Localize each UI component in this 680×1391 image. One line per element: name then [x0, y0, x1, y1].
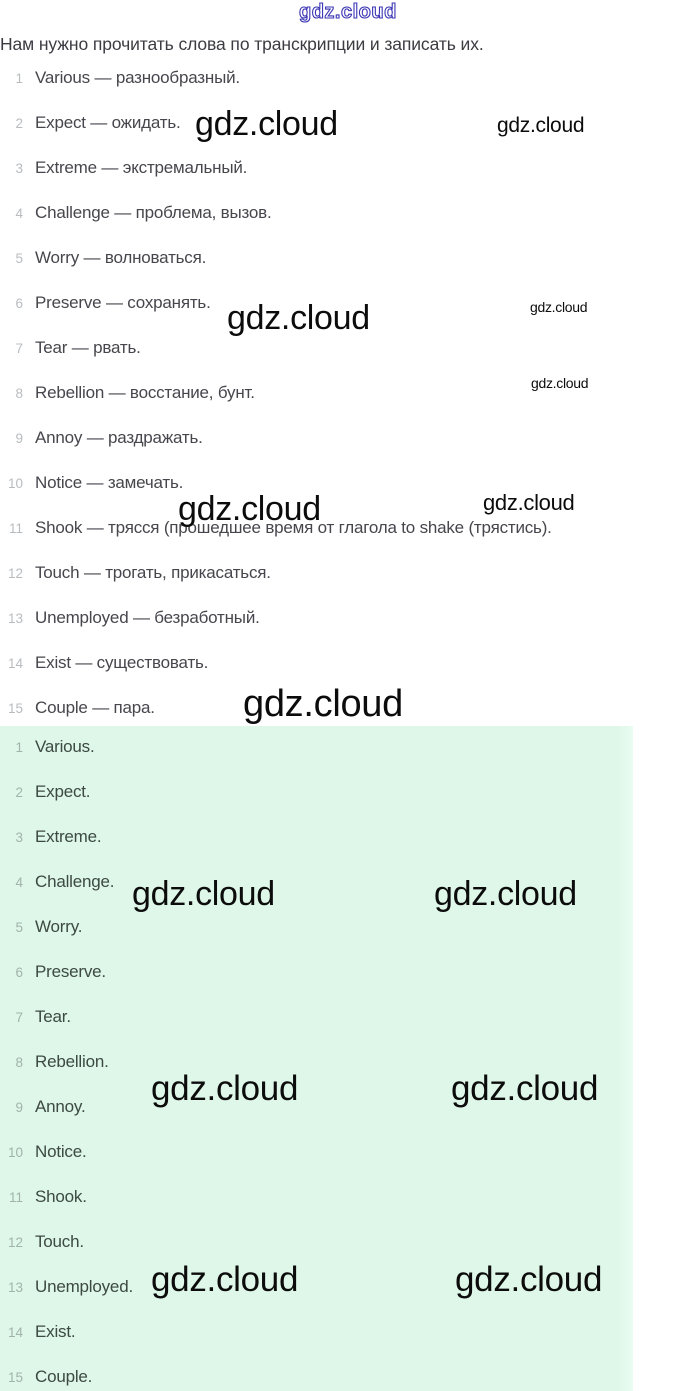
- vocab-item-7: [0, 338, 676, 359]
- answer-item-6: [0, 962, 676, 983]
- gdz-cloud-watermark: gdz.cloud: [483, 490, 575, 515]
- item-text: Annoy — раздражать.: [35, 428, 203, 447]
- item-number: 8: [15, 1055, 23, 1070]
- task-heading: Нам нужно прочитать слова по транскрипции и записать их.: [0, 34, 484, 54]
- item-number: 12: [7, 566, 23, 581]
- item-number: 2: [15, 116, 23, 131]
- gdz-cloud-watermark: gdz.cloud: [243, 683, 403, 725]
- answer-item-7: [0, 1007, 676, 1028]
- item-text: Expect.: [35, 782, 91, 801]
- vocab-item-1: [0, 68, 676, 89]
- gdz-cloud-watermark: gdz.cloud: [132, 875, 275, 913]
- item-number: 13: [7, 1280, 23, 1295]
- item-text: Shook.: [35, 1187, 87, 1206]
- item-text: Rebellion — восстание, бунт.: [35, 383, 255, 402]
- item-text: Worry — волноваться.: [35, 248, 207, 267]
- item-number: 10: [7, 476, 23, 491]
- item-number: 8: [15, 386, 23, 401]
- item-text: Challenge.: [35, 872, 115, 891]
- vocab-item-13: [0, 608, 676, 629]
- item-number: 3: [15, 161, 23, 176]
- vocab-item-4: [0, 203, 676, 224]
- item-number: 15: [7, 1370, 23, 1385]
- item-text: Annoy.: [35, 1097, 86, 1116]
- item-text: Tear — рвать.: [35, 338, 141, 357]
- gdz-cloud-watermark: gdz.cloud: [530, 299, 588, 315]
- answer-item-11: [0, 1187, 676, 1208]
- item-text: Notice — замечать.: [35, 473, 184, 492]
- item-number: 10: [7, 1145, 23, 1160]
- item-text: Preserve — сохранять.: [35, 293, 211, 312]
- vocab-item-3: [0, 158, 676, 179]
- vocab-item-14: [0, 653, 676, 674]
- gdz-cloud-watermark: gdz.cloud: [195, 105, 338, 143]
- item-number: 14: [7, 656, 23, 671]
- item-text: Various.: [35, 737, 95, 756]
- item-number: 1: [15, 71, 23, 86]
- gdz-cloud-watermark: gdz.cloud: [531, 375, 589, 391]
- item-text: Preserve.: [35, 962, 106, 981]
- item-number: 2: [15, 785, 23, 800]
- item-number: 6: [15, 296, 23, 311]
- item-number: 4: [15, 206, 23, 221]
- gdz-cloud-watermark: gdz.cloud: [497, 114, 585, 137]
- item-number: 5: [15, 251, 23, 266]
- item-text: Expect — ожидать.: [35, 113, 181, 132]
- vocab-item-9: [0, 428, 676, 449]
- item-number: 9: [15, 431, 23, 446]
- vocab-item-12: [0, 563, 676, 584]
- item-text: Shook — трясся (прошедшее время от глагола to shake (трястись).: [35, 518, 552, 537]
- gdz-cloud-watermark: gdz.cloud: [178, 490, 321, 528]
- item-number: 7: [15, 1010, 23, 1025]
- item-text: Challenge — проблема, вызов.: [35, 203, 272, 222]
- item-text: Unemployed — безработный.: [35, 608, 260, 627]
- gdz-cloud-watermark: gdz.cloud: [227, 299, 370, 337]
- vocab-item-11: [0, 518, 676, 539]
- vocab-item-5: [0, 248, 676, 269]
- item-text: Worry.: [35, 917, 83, 936]
- item-text: Various — разнообразный.: [35, 68, 240, 87]
- item-text: Exist — существовать.: [35, 653, 209, 672]
- item-number: 14: [7, 1325, 23, 1340]
- gdz-cloud-watermark: gdz.cloud: [434, 875, 577, 913]
- item-text: Unemployed.: [35, 1277, 133, 1296]
- item-text: Touch — трогать, прикасаться.: [35, 563, 271, 582]
- item-number: 11: [8, 521, 23, 536]
- answer-item-10: [0, 1142, 676, 1163]
- item-text: Notice.: [35, 1142, 87, 1161]
- gdz-cloud-watermark: gdz.cloud: [151, 1260, 299, 1299]
- vocab-item-10: [0, 473, 676, 494]
- item-text: Tear.: [35, 1007, 71, 1026]
- item-number: 12: [7, 1235, 23, 1250]
- item-number: 4: [15, 875, 23, 890]
- answer-item-12: [0, 1232, 676, 1253]
- item-number: 6: [15, 965, 23, 980]
- item-number: 9: [15, 1100, 23, 1115]
- item-text: Couple — пара.: [35, 698, 155, 717]
- item-text: Couple.: [35, 1367, 93, 1386]
- gdz-cloud-watermark: gdz.cloud: [451, 1069, 599, 1108]
- answer-item-15: [0, 1367, 676, 1388]
- item-number: 15: [7, 701, 23, 716]
- answer-item-5: [0, 917, 676, 938]
- answer-item-14: [0, 1322, 676, 1343]
- answer-item-1: [0, 737, 676, 758]
- item-number: 5: [15, 920, 23, 935]
- item-number: 3: [15, 830, 23, 845]
- item-number: 13: [7, 611, 23, 626]
- item-text: Extreme — экстремальный.: [35, 158, 248, 177]
- item-number: 7: [15, 341, 23, 356]
- item-number: 1: [15, 740, 23, 755]
- item-text: Touch.: [35, 1232, 84, 1251]
- gdz-cloud-watermark: gdz.cloud: [455, 1260, 603, 1299]
- item-text: Extreme.: [35, 827, 102, 846]
- answer-item-2: [0, 782, 676, 803]
- gdz-cloud-watermark: gdz.cloud: [151, 1069, 299, 1108]
- item-text: Rebellion.: [35, 1052, 109, 1071]
- answer-item-3: [0, 827, 676, 848]
- item-number: 11: [8, 1190, 23, 1205]
- gdz-cloud-outline-watermark: gdz.cloud: [299, 1, 397, 23]
- item-text: Exist.: [35, 1322, 76, 1341]
